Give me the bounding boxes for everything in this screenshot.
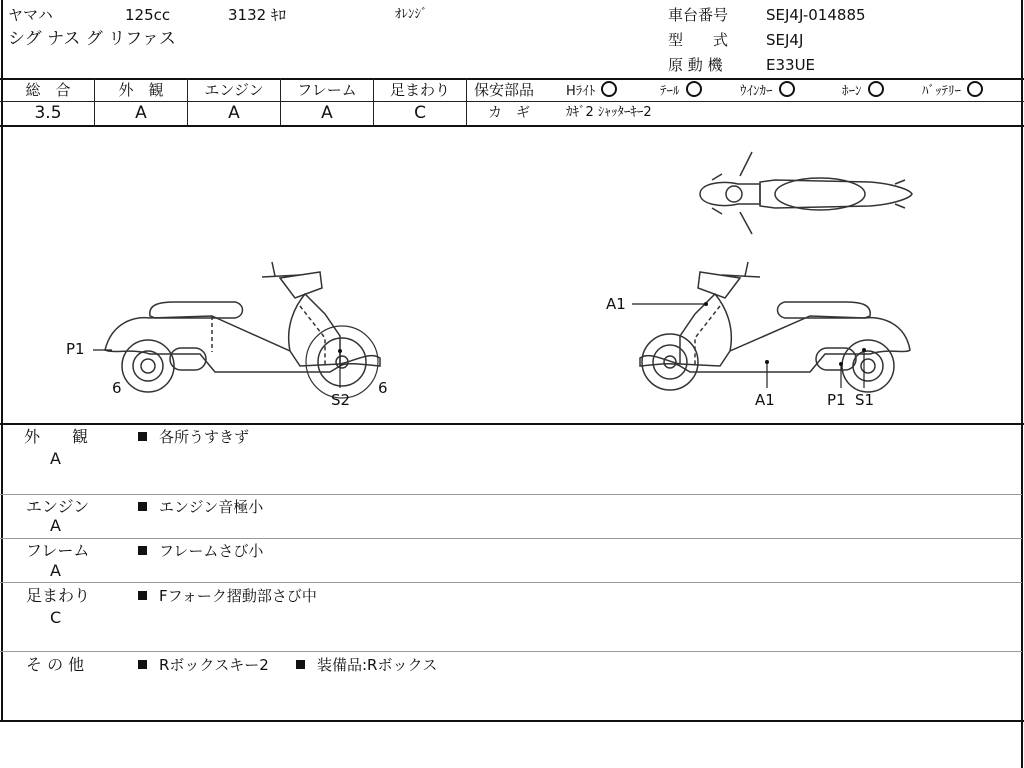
diagram-label-a1-bottom: A1: [755, 391, 775, 409]
engine-value: E33UE: [766, 56, 816, 74]
remark-category: フレーム: [26, 541, 90, 560]
remark-grade: A: [50, 561, 61, 580]
bullet-square-icon: [138, 432, 147, 441]
ok-circle-icon: [868, 81, 884, 97]
remark-note: [138, 428, 249, 446]
type-label: 型 式: [668, 31, 729, 49]
safety-item-label: ﾊﾞｯﾃﾘｰ: [922, 84, 961, 99]
scooter-diagram: [0, 126, 1024, 422]
remark-category: 外 観: [24, 427, 89, 446]
safety-item-horn: [842, 81, 884, 101]
frame-bottom: [0, 720, 1024, 722]
remark-note: [138, 587, 317, 605]
remark-note: [138, 656, 269, 674]
remark-row-frame: [0, 539, 1020, 582]
displacement: 125cc: [125, 6, 171, 24]
mileage: 3132 ｷﾛ: [228, 6, 286, 24]
grade-value-frame: A: [321, 103, 333, 123]
diagram-label-p1-left: P1: [66, 340, 85, 358]
diagram-label-s1: S1: [855, 391, 875, 409]
safety-item-tail: [660, 81, 702, 101]
safety-item-label: ｳｲﾝｶｰ: [740, 84, 773, 99]
diagram-label-6-rear: 6: [112, 379, 122, 397]
ok-circle-icon: [967, 81, 983, 97]
remark-category: エンジン: [26, 497, 90, 516]
col-divider: [466, 78, 467, 125]
remark-note-text: Rボックスキー2: [159, 656, 269, 674]
ok-circle-icon: [686, 81, 702, 97]
remark-note-text: 装備品:Rボックス: [317, 656, 438, 674]
remark-note-text: フレームさび小: [159, 542, 264, 560]
grade-value-engine: A: [228, 103, 240, 123]
safety-item-battery: [922, 81, 983, 101]
safety-item-label: ﾃｰﾙ: [660, 84, 680, 99]
engine-label: 原 動 機: [668, 56, 723, 74]
grade-value-exterior: A: [135, 103, 147, 123]
bullet-square-icon: [138, 546, 147, 555]
key-value: ｶｷﾞ2 ｼｬｯﾀｰｷｰ2: [566, 105, 652, 120]
grade-header-overall: 総 合: [25, 81, 71, 99]
bullet-square-icon: [138, 591, 147, 600]
safety-item-label: ﾎｰﾝ: [842, 84, 862, 99]
remark-note: [138, 498, 263, 516]
key-label: カ ギ: [488, 105, 530, 121]
remark-note-text: エンジン音極小: [159, 498, 264, 516]
remark-grade: C: [50, 608, 62, 627]
remark-row-exterior: [0, 424, 1020, 494]
ok-circle-icon: [779, 81, 795, 97]
remark-grade: A: [50, 516, 61, 535]
grade-header-engine: エンジン: [204, 81, 264, 99]
frame-no-label: 車台番号: [668, 6, 729, 24]
bullet-square-icon: [296, 660, 305, 669]
grade-header-suspension: 足まわり: [389, 81, 450, 99]
diagram-label-s2: S2: [331, 391, 351, 409]
ok-circle-icon: [601, 81, 617, 97]
remark-category: そ の 他: [26, 655, 85, 674]
grade-table-top: [0, 78, 1024, 80]
type-value: SEJ4J: [766, 31, 804, 49]
remark-note: [296, 656, 437, 674]
grade-header-exterior: 外 観: [118, 81, 164, 99]
diagram-label-a1-top: A1: [606, 295, 626, 313]
right-scooter-side-view: [640, 262, 910, 392]
remark-row-suspension: [0, 583, 1020, 651]
diagram-label-p1-right: P1: [827, 391, 846, 409]
color: ｵﾚﾝｼﾞ: [395, 7, 428, 22]
annotation-dots: [338, 302, 866, 366]
bullet-square-icon: [138, 660, 147, 669]
remark-row-engine: [0, 495, 1020, 537]
grade-value-overall: 3.5: [34, 103, 62, 123]
remark-row-other: [0, 652, 1020, 720]
top-view-scooter: [700, 152, 912, 234]
remark-note-text: 各所うすきず: [159, 428, 250, 446]
grade-table-mid: [0, 101, 1024, 102]
remark-note: [138, 542, 263, 560]
grade-header-frame: フレーム: [297, 81, 357, 99]
diagram-label-6-front: 6: [378, 379, 388, 397]
safety-item-label: Hﾗｲﾄ: [566, 84, 596, 99]
remark-category: 足まわり: [26, 586, 91, 605]
frame-no: SEJ4J-014885: [766, 6, 866, 24]
safety-label: 保安部品: [474, 81, 535, 99]
safety-item-headlight: [566, 81, 617, 101]
left-scooter-side-view: [105, 262, 380, 398]
remark-grade: A: [50, 449, 61, 468]
safety-item-winker: [740, 81, 795, 101]
grade-value-suspension: C: [414, 103, 426, 123]
model-name: シグ ナス グ リファス: [8, 29, 176, 49]
bullet-square-icon: [138, 502, 147, 511]
remark-note-text: Fフォーク摺動部さび中: [159, 587, 317, 605]
maker: ヤマハ: [8, 6, 53, 24]
